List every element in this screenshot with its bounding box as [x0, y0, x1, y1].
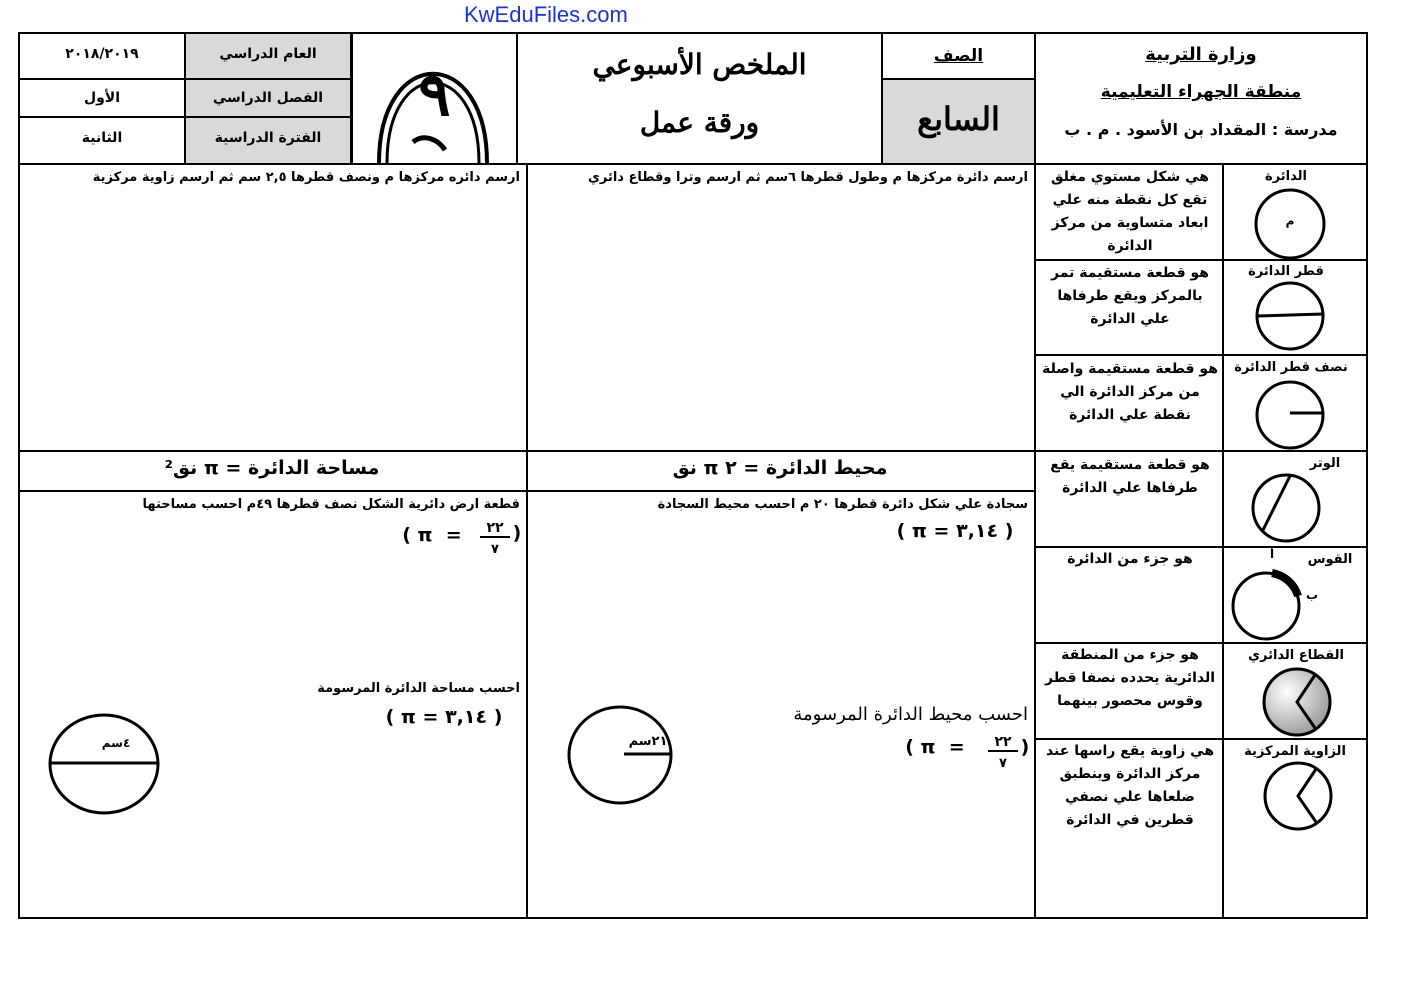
semester-label: الفصل الدراسي	[212, 90, 324, 106]
task-draw-central-angle: ارسم دائره مركزها م ونصف قطرها ٢,٥ سم ثم ارسم زاوية مركزية	[92, 170, 520, 185]
period-label-cell	[184, 116, 352, 165]
radius-label-4: ٤سم	[101, 736, 131, 750]
semester-label-cell	[184, 78, 352, 118]
circle-diameter-icon	[1250, 278, 1330, 358]
problem-area-drawn: احسب مساحة الدائرة المرسومة	[317, 681, 520, 696]
year-value: ٢٠١٨/٢٠١٩	[65, 46, 139, 62]
problem-land: قطعة ارض دائرية الشكل نصف قطرها ٤٩م احسب مساحتها	[142, 497, 520, 512]
def-arc: هو جزء من الدائرة	[1067, 551, 1193, 567]
term-sector: القطاع الدائري	[1248, 648, 1344, 663]
circ-frac-close: )	[1020, 736, 1030, 758]
problem-carpet: سجادة علي شكل دائرة قطرها ٢٠ م احسب محيط السجادة	[657, 497, 1028, 512]
grade-value-cell	[881, 78, 1036, 165]
divider	[18, 450, 1036, 452]
semester-value-cell	[18, 78, 186, 118]
week-number: ٩	[418, 60, 451, 130]
circ-frac-num: ٢٢	[988, 734, 1018, 752]
period-label: الفترة الدراسية	[214, 130, 322, 146]
ministry-name: وزارة التربية	[1145, 44, 1257, 65]
page-subtitle: ورقة عمل	[639, 106, 760, 139]
term-radius: نصف قطر الدائرة	[1234, 360, 1348, 375]
term-arc: القوس	[1307, 552, 1353, 567]
circ-pi-prefix: ( π =	[905, 736, 965, 758]
divider	[18, 490, 1036, 492]
diameter-label-21: ٢١سم	[628, 734, 668, 749]
problem-circumference-drawn: احسب محيط الدائرة المرسومة	[793, 704, 1028, 725]
page-title: الملخص الأسبوعي	[592, 48, 807, 81]
land-frac-num: ٢٢	[480, 520, 510, 538]
circle-chord-icon	[1246, 468, 1326, 548]
def-circle: هي شكل مستوي مغلق تقع كل نقطة منه علي ابعاد متساوية من مركز الدائرة	[1050, 169, 1210, 254]
arc-label-a: أ	[1269, 547, 1275, 561]
divider	[1034, 163, 1036, 919]
arc-label-b: ب	[1305, 588, 1319, 602]
grade-value: السابع	[917, 100, 1000, 138]
drawn-circle-radius-4	[46, 710, 166, 820]
school-name: مدرسة : المقداد بن الأسود . م . ب	[1064, 120, 1338, 139]
def-central-angle: هي زاوية يقع راسها عند مركز الدائرة وينطبق ضلعاها علي نصفي قطرين في الدائرة	[1045, 743, 1215, 828]
ministry-block	[1034, 32, 1368, 165]
year-value-cell	[18, 32, 186, 80]
title-block	[516, 32, 883, 165]
term-central-angle: الزاوية المركزية	[1244, 744, 1346, 759]
task-draw-chord-sector: ارسم دائرة مركزها م وطول قطرها ٦سم ثم ارسم وترا وقطاع دائري	[587, 170, 1028, 185]
term-chord: الوتر	[1309, 456, 1341, 471]
year-label-cell	[184, 32, 352, 80]
central-angle-icon	[1258, 756, 1338, 836]
grade-label-cell	[881, 32, 1036, 80]
term-circle: الدائرة	[1265, 169, 1307, 184]
center-label: م	[1285, 214, 1295, 228]
period-value: الثانية	[81, 130, 123, 146]
area-pi-value: ( π = ٣,١٤ )	[385, 706, 503, 728]
circle-radius-icon	[1250, 375, 1330, 455]
def-diameter: هو قطعة مستقيمة تمر بالمركز ويقع طرفاها علي الدائرة	[1051, 265, 1209, 327]
formula-circumference: محيط الدائرة = ٢ π نق	[672, 457, 888, 479]
week-block	[351, 32, 518, 165]
divider	[526, 163, 528, 919]
carpet-pi-value: ( π = ٣,١٤ )	[896, 520, 1014, 542]
land-pi-prefix: ( π =	[402, 524, 462, 546]
formula-area: مساحة الدائرة = π نق²	[164, 457, 380, 479]
drawn-circle-diameter-21	[566, 702, 696, 812]
circle-sector-icon	[1257, 662, 1337, 742]
land-frac-den: ٧	[491, 542, 499, 557]
def-radius: هو قطعة مستقيمة واصلة من مركز الدائرة الي نقطة علي الدائرة	[1042, 361, 1218, 423]
region-name: منطقة الجهراء التعليمية	[1100, 82, 1302, 102]
land-frac-close: )	[512, 522, 522, 544]
def-chord: هو قطعة مستقيمة يقع طرفاها علي الدائرة	[1050, 457, 1210, 496]
term-diameter: قطر الدائرة	[1248, 264, 1324, 279]
site-watermark: KwEduFiles.com	[464, 2, 628, 27]
def-sector: هو جزء من المنطقة الدائرية يحدده نصفا قطر وقوس محصور بينهما	[1044, 647, 1216, 709]
year-label: العام الدراسي	[219, 46, 317, 62]
semester-value: الأول	[83, 90, 121, 106]
circ-frac-den: ٧	[999, 756, 1007, 771]
grade-label: الصف	[933, 46, 984, 66]
period-value-cell	[18, 116, 186, 165]
circle-arc-icon	[1226, 566, 1306, 646]
divider	[1222, 163, 1224, 919]
